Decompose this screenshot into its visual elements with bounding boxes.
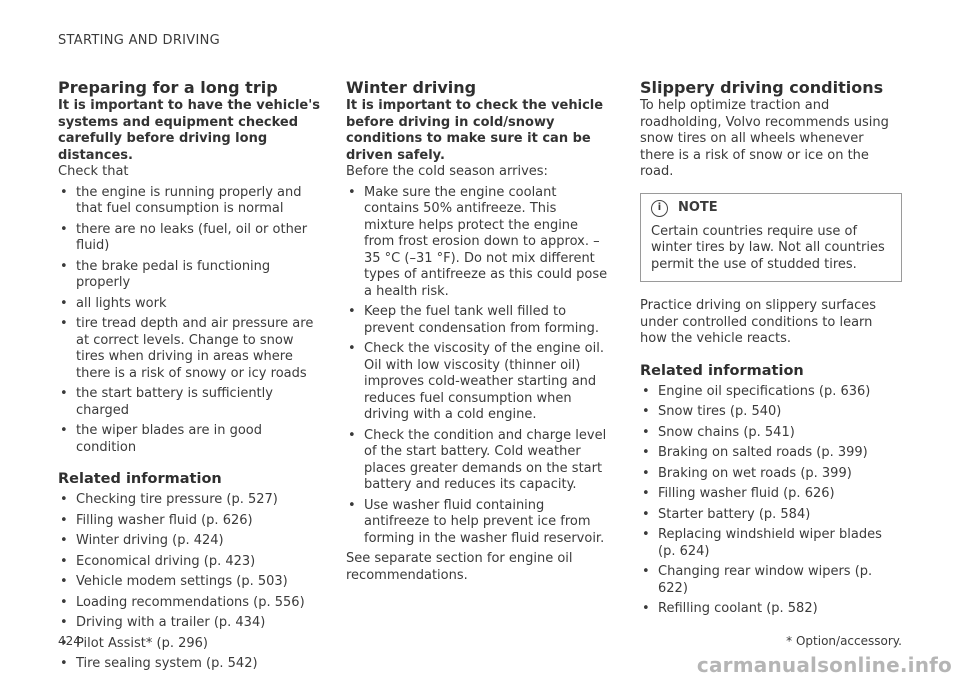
note-header xyxy=(649,200,893,217)
list-item: • Check the viscosity of the engine oil. Oil with low viscosity (thinner oil) improves cold-weather starting and reduces fuel consumption when driving with a cold engine. xyxy=(346,341,608,424)
section-header: STARTING AND DRIVING xyxy=(58,33,221,48)
checklist xyxy=(346,185,608,548)
related-link[interactable]: • Winter driving (p. 424) xyxy=(58,533,320,550)
page-number: 424 xyxy=(58,634,81,648)
lead-paragraph: It is important to have the vehicle's systems and equipment checked carefully before driving long distances. xyxy=(58,98,320,163)
column-long-trip xyxy=(58,78,320,677)
related-link[interactable]: • Braking on wet roads (p. 399) xyxy=(640,466,902,483)
related-link[interactable]: • Snow chains (p. 541) xyxy=(640,425,902,442)
outro-text: See separate section for engine oil recommendations. xyxy=(346,551,573,583)
heading-preparing-long-trip: Preparing for a long trip xyxy=(58,78,278,97)
related-link[interactable]: • Refilling coolant (p. 582) xyxy=(640,601,902,618)
list-item: • Check the condition and charge level of the start battery. Cold weather places greater demands on the start battery and reduces its capacity. xyxy=(346,428,608,494)
related-link[interactable]: • Replacing windshield wiper blades (p. 624) xyxy=(640,527,902,560)
related-link[interactable]: • Braking on salted roads (p. 399) xyxy=(640,445,902,462)
list-item: • the wiper blades are in good condition xyxy=(58,423,320,456)
list-item: • the brake pedal is functioning properly xyxy=(58,259,320,292)
list-item: • Keep the fuel tank well filled to prevent condensation from forming. xyxy=(346,304,608,337)
practice-text: Practice driving on slippery surfaces under controlled conditions to learn how the vehicle reacts. xyxy=(640,298,877,346)
lead-paragraph: It is important to check the vehicle before driving in cold/snowy conditions to make sure it can be driven safely. xyxy=(346,98,604,163)
heading-slippery-driving: Slippery driving conditions xyxy=(640,78,884,97)
note-label: NOTE xyxy=(678,199,718,215)
footnote: * Option/accessory. xyxy=(786,634,902,648)
heading-related-information: Related information xyxy=(58,471,222,487)
related-link[interactable]: • Filling washer fluid (p. 626) xyxy=(58,513,320,530)
note-text: Certain countries require use of winter tires by law. Not all countries permit the use of studded tires. xyxy=(651,223,885,272)
intro-text: Before the cold season arrives: xyxy=(346,164,548,179)
column-slippery-conditions xyxy=(640,78,902,622)
heading-winter-driving: Winter driving xyxy=(346,78,477,97)
intro-text: Check that xyxy=(58,164,129,179)
related-link[interactable]: • Snow tires (p. 540) xyxy=(640,404,902,421)
list-item: • there are no leaks (fuel, oil or other fluid) xyxy=(58,222,320,255)
note-box xyxy=(640,193,902,283)
heading-related-information: Related information xyxy=(640,362,804,379)
related-link[interactable]: • Checking tire pressure (p. 527) xyxy=(58,492,320,509)
list-item: • Make sure the engine coolant contains 50% antifreeze. This mixture helps protect the engine from frost erosion down to approx. –35 °C (–31 °F). Do not mix different types of antifreeze as this could pose a health risk. xyxy=(346,185,608,301)
related-link[interactable]: • Filling washer fluid (p. 626) xyxy=(640,486,902,503)
list-item: • all lights work xyxy=(58,296,320,313)
lead-paragraph: To help optimize traction and roadholding, Volvo recommends using snow tires on all wheels whenever there is a risk of snow or ice on the road. xyxy=(640,98,889,179)
related-link[interactable]: • Economical driving (p. 423) xyxy=(58,554,320,571)
related-links xyxy=(640,384,902,618)
related-link[interactable]: • Engine oil specifications (p. 636) xyxy=(640,384,902,401)
related-link[interactable]: • Tire sealing system (p. 542) xyxy=(58,656,320,673)
list-item: • Use washer fluid containing antifreeze to help prevent ice from forming in the washer fluid reservoir. xyxy=(346,498,608,548)
list-item: • tire tread depth and air pressure are at correct levels. Change to snow tires when driving in areas where there is a risk of snowy or icy roads xyxy=(58,316,320,382)
list-item: • the engine is running properly and that fuel consumption is normal xyxy=(58,185,320,218)
column-winter-driving xyxy=(346,78,608,584)
related-link[interactable]: • Changing rear window wipers (p. 622) xyxy=(640,564,902,597)
related-link[interactable]: • Vehicle modem settings (p. 503) xyxy=(58,574,320,591)
related-links xyxy=(58,492,320,673)
checklist xyxy=(58,185,320,457)
list-item: • the start battery is sufficiently charged xyxy=(58,386,320,419)
related-link[interactable]: • Driving with a trailer (p. 434) xyxy=(58,615,320,632)
related-link[interactable]: • Loading recommendations (p. 556) xyxy=(58,595,320,612)
watermark: carmanualsonline.info xyxy=(696,652,952,677)
related-link[interactable]: • Pilot Assist* (p. 296) xyxy=(58,636,320,653)
info-icon: i xyxy=(651,200,668,217)
related-link[interactable]: • Starter battery (p. 584) xyxy=(640,507,902,524)
